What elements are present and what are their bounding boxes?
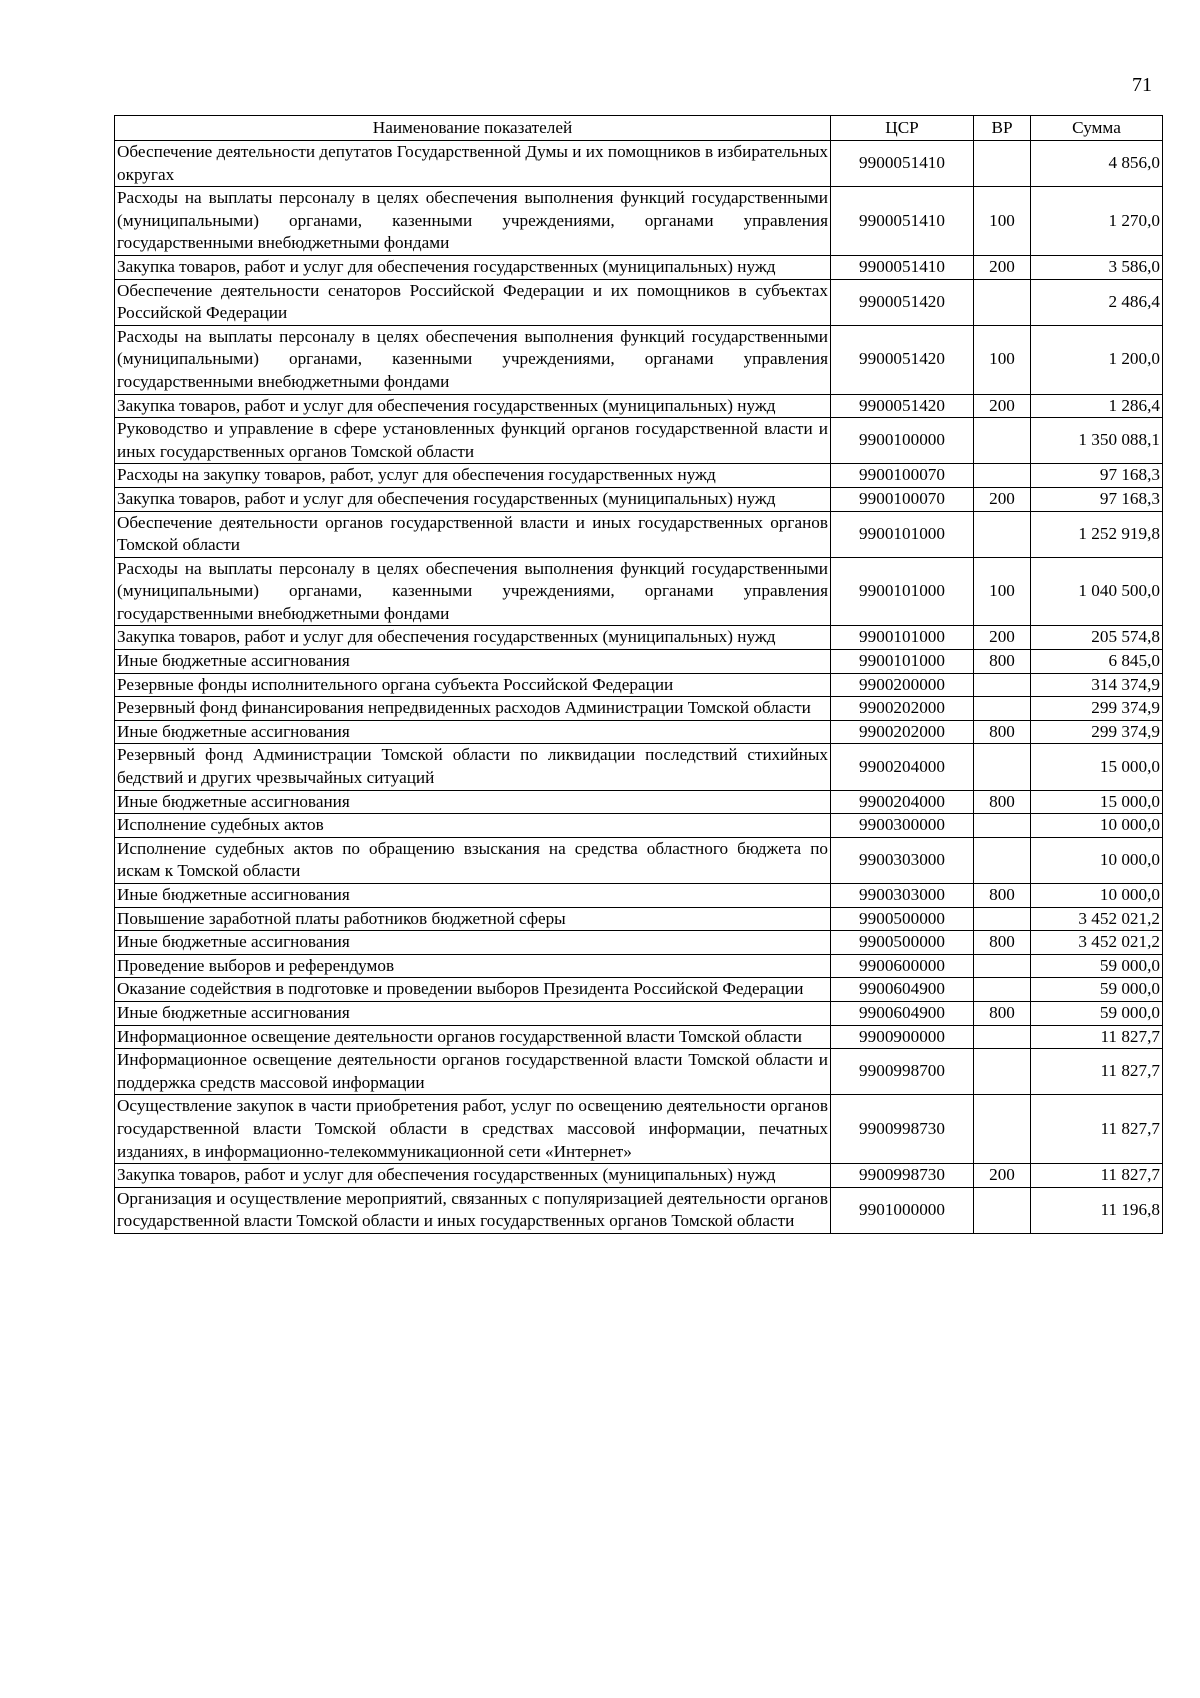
cell-sum: 299 374,9 <box>1031 697 1163 721</box>
table-row <box>115 1049 1163 1095</box>
cell-sum: 10 000,0 <box>1031 884 1163 908</box>
cell-name: Расходы на выплаты персоналу в целях обеспечения выполнения функций государственными (муниципальными) органами, казенными учреждениями, органами управления государственными внебюджетными фондами <box>115 325 831 394</box>
cell-csr: 9900998730 <box>831 1164 974 1188</box>
table-row <box>115 814 1163 838</box>
cell-csr: 9901000000 <box>831 1187 974 1233</box>
cell-name: Обеспечение деятельности сенаторов Российской Федерации и их помощников в субъектах Российской Федерации <box>115 279 831 325</box>
table-row <box>115 697 1163 721</box>
cell-csr: 9900051420 <box>831 394 974 418</box>
cell-sum: 10 000,0 <box>1031 814 1163 838</box>
cell-sum: 97 168,3 <box>1031 464 1163 488</box>
table-row <box>115 557 1163 626</box>
header-vr: ВР <box>974 116 1031 141</box>
cell-csr: 9900998700 <box>831 1049 974 1095</box>
cell-sum: 97 168,3 <box>1031 487 1163 511</box>
cell-name: Информационное освещение деятельности органов государственной власти Томской области <box>115 1025 831 1049</box>
cell-sum: 2 486,4 <box>1031 279 1163 325</box>
cell-vr: 800 <box>974 884 1031 908</box>
table-row <box>115 744 1163 790</box>
header-sum: Сумма <box>1031 116 1163 141</box>
cell-name: Информационное освещение деятельности органов государственной власти Томской области и поддержка средств массовой информации <box>115 1049 831 1095</box>
cell-name: Иные бюджетные ассигнования <box>115 650 831 674</box>
cell-vr <box>974 141 1031 187</box>
cell-csr: 9900051410 <box>831 141 974 187</box>
cell-name: Иные бюджетные ассигнования <box>115 931 831 955</box>
cell-vr <box>974 1095 1031 1164</box>
cell-sum: 3 452 021,2 <box>1031 931 1163 955</box>
cell-name: Закупка товаров, работ и услуг для обеспечения государственных (муниципальных) нужд <box>115 394 831 418</box>
table-row <box>115 1187 1163 1233</box>
cell-sum: 11 827,7 <box>1031 1025 1163 1049</box>
cell-vr: 800 <box>974 650 1031 674</box>
cell-vr <box>974 697 1031 721</box>
table-row <box>115 1095 1163 1164</box>
cell-sum: 11 196,8 <box>1031 1187 1163 1233</box>
cell-vr <box>974 978 1031 1002</box>
table-row <box>115 487 1163 511</box>
header-name: Наименование показателей <box>115 116 831 141</box>
cell-name: Закупка товаров, работ и услуг для обеспечения государственных (муниципальных) нужд <box>115 626 831 650</box>
cell-vr: 200 <box>974 255 1031 279</box>
cell-csr: 9900500000 <box>831 931 974 955</box>
cell-sum: 4 856,0 <box>1031 141 1163 187</box>
cell-sum: 3 452 021,2 <box>1031 907 1163 931</box>
cell-name: Обеспечение деятельности органов государственной власти и иных государственных органов Томской области <box>115 511 831 557</box>
cell-vr: 200 <box>974 487 1031 511</box>
cell-vr: 200 <box>974 626 1031 650</box>
cell-vr <box>974 814 1031 838</box>
cell-csr: 9900100000 <box>831 418 974 464</box>
cell-name: Осуществление закупок в части приобретения работ, услуг по освещению деятельности органов государственной власти Томской области в средствах массовой информации, печатных изданиях, в информационно-телекоммуникационной сети «Интернет» <box>115 1095 831 1164</box>
cell-name: Резервный фонд финансирования непредвиденных расходов Администрации Томской области <box>115 697 831 721</box>
cell-name: Расходы на выплаты персоналу в целях обеспечения выполнения функций государственными (муниципальными) органами, казенными учреждениями, органами управления государственными внебюджетными фондами <box>115 557 831 626</box>
cell-vr <box>974 954 1031 978</box>
cell-csr: 9900600000 <box>831 954 974 978</box>
table-row <box>115 418 1163 464</box>
cell-csr: 9900303000 <box>831 837 974 883</box>
cell-csr: 9900101000 <box>831 626 974 650</box>
cell-sum: 3 586,0 <box>1031 255 1163 279</box>
table-row <box>115 673 1163 697</box>
header-row <box>115 116 1163 141</box>
table-row <box>115 1164 1163 1188</box>
cell-vr: 800 <box>974 720 1031 744</box>
cell-name: Резервный фонд Администрации Томской области по ликвидации последствий стихийных бедствий и других чрезвычайных ситуаций <box>115 744 831 790</box>
cell-vr <box>974 1025 1031 1049</box>
cell-csr: 9900204000 <box>831 744 974 790</box>
cell-name: Закупка товаров, работ и услуг для обеспечения государственных (муниципальных) нужд <box>115 255 831 279</box>
table-row <box>115 279 1163 325</box>
cell-vr: 800 <box>974 931 1031 955</box>
cell-csr: 9900200000 <box>831 673 974 697</box>
cell-csr: 9900051410 <box>831 255 974 279</box>
cell-name: Руководство и управление в сфере установленных функций органов государственной власти и иных государственных органов Томской области <box>115 418 831 464</box>
cell-name: Проведение выборов и референдумов <box>115 954 831 978</box>
table-header <box>115 116 1163 141</box>
cell-csr: 9900900000 <box>831 1025 974 1049</box>
table-row <box>115 931 1163 955</box>
cell-vr <box>974 673 1031 697</box>
table-row <box>115 464 1163 488</box>
cell-vr <box>974 744 1031 790</box>
cell-name: Резервные фонды исполнительного органа субъекта Российской Федерации <box>115 673 831 697</box>
cell-name: Расходы на выплаты персоналу в целях обеспечения выполнения функций государственными (муниципальными) органами, казенными учреждениями, органами управления государственными внебюджетными фондами <box>115 187 831 256</box>
table-row <box>115 884 1163 908</box>
cell-sum: 1 286,4 <box>1031 394 1163 418</box>
cell-vr <box>974 511 1031 557</box>
cell-sum: 1 252 919,8 <box>1031 511 1163 557</box>
cell-csr: 9900500000 <box>831 907 974 931</box>
cell-vr <box>974 1187 1031 1233</box>
cell-sum: 1 200,0 <box>1031 325 1163 394</box>
cell-csr: 9900303000 <box>831 884 974 908</box>
cell-csr: 9900204000 <box>831 790 974 814</box>
cell-csr: 9900101000 <box>831 650 974 674</box>
cell-vr: 200 <box>974 394 1031 418</box>
cell-name: Обеспечение деятельности депутатов Государственной Думы и их помощников в избирательных округах <box>115 141 831 187</box>
cell-csr: 9900101000 <box>831 511 974 557</box>
budget-table <box>114 115 1163 1234</box>
cell-vr <box>974 1049 1031 1095</box>
cell-vr <box>974 418 1031 464</box>
cell-csr: 9900101000 <box>831 557 974 626</box>
cell-name: Иные бюджетные ассигнования <box>115 884 831 908</box>
cell-sum: 11 827,7 <box>1031 1049 1163 1095</box>
cell-csr: 9900604900 <box>831 1001 974 1025</box>
cell-csr: 9900202000 <box>831 720 974 744</box>
cell-name: Повышение заработной платы работников бюджетной сферы <box>115 907 831 931</box>
table-row <box>115 978 1163 1002</box>
cell-sum: 1 040 500,0 <box>1031 557 1163 626</box>
cell-sum: 59 000,0 <box>1031 954 1163 978</box>
table-row <box>115 790 1163 814</box>
table-row <box>115 141 1163 187</box>
page-number: 71 <box>1132 74 1152 96</box>
cell-csr: 9900100070 <box>831 464 974 488</box>
cell-sum: 299 374,9 <box>1031 720 1163 744</box>
table-row <box>115 837 1163 883</box>
cell-name: Исполнение судебных актов по обращению взыскания на средства областного бюджета по искам к Томской области <box>115 837 831 883</box>
cell-name: Оказание содействия в подготовке и проведении выборов Президента Российской Федерации <box>115 978 831 1002</box>
table-row <box>115 255 1163 279</box>
cell-sum: 314 374,9 <box>1031 673 1163 697</box>
table-row <box>115 954 1163 978</box>
cell-sum: 59 000,0 <box>1031 978 1163 1002</box>
table-row <box>115 187 1163 256</box>
table-row <box>115 325 1163 394</box>
header-csr: ЦСР <box>831 116 974 141</box>
cell-name: Иные бюджетные ассигнования <box>115 790 831 814</box>
table-row <box>115 650 1163 674</box>
cell-sum: 6 845,0 <box>1031 650 1163 674</box>
cell-sum: 15 000,0 <box>1031 790 1163 814</box>
cell-csr: 9900051420 <box>831 325 974 394</box>
cell-vr: 800 <box>974 790 1031 814</box>
table-body <box>115 141 1163 1234</box>
cell-sum: 59 000,0 <box>1031 1001 1163 1025</box>
cell-vr <box>974 907 1031 931</box>
cell-sum: 205 574,8 <box>1031 626 1163 650</box>
cell-sum: 1 350 088,1 <box>1031 418 1163 464</box>
cell-vr: 100 <box>974 187 1031 256</box>
cell-vr <box>974 464 1031 488</box>
table-row <box>115 511 1163 557</box>
cell-sum: 15 000,0 <box>1031 744 1163 790</box>
table-row <box>115 394 1163 418</box>
cell-vr <box>974 279 1031 325</box>
table-row <box>115 1001 1163 1025</box>
cell-name: Закупка товаров, работ и услуг для обеспечения государственных (муниципальных) нужд <box>115 487 831 511</box>
cell-vr: 100 <box>974 557 1031 626</box>
cell-csr: 9900300000 <box>831 814 974 838</box>
cell-csr: 9900604900 <box>831 978 974 1002</box>
cell-name: Иные бюджетные ассигнования <box>115 1001 831 1025</box>
cell-sum: 10 000,0 <box>1031 837 1163 883</box>
cell-name: Исполнение судебных актов <box>115 814 831 838</box>
cell-csr: 9900998730 <box>831 1095 974 1164</box>
cell-name: Организация и осуществление мероприятий, связанных с популяризацией деятельности органов государственной власти Томской области и иных государственных органов Томской области <box>115 1187 831 1233</box>
cell-csr: 9900202000 <box>831 697 974 721</box>
cell-vr <box>974 837 1031 883</box>
cell-sum: 11 827,7 <box>1031 1095 1163 1164</box>
cell-sum: 11 827,7 <box>1031 1164 1163 1188</box>
cell-vr: 200 <box>974 1164 1031 1188</box>
table-row <box>115 626 1163 650</box>
cell-name: Иные бюджетные ассигнования <box>115 720 831 744</box>
table-row <box>115 907 1163 931</box>
cell-vr: 100 <box>974 325 1031 394</box>
cell-name: Расходы на закупку товаров, работ, услуг для обеспечения государственных нужд <box>115 464 831 488</box>
cell-sum: 1 270,0 <box>1031 187 1163 256</box>
cell-name: Закупка товаров, работ и услуг для обеспечения государственных (муниципальных) нужд <box>115 1164 831 1188</box>
table-row <box>115 1025 1163 1049</box>
table-row <box>115 720 1163 744</box>
cell-vr: 800 <box>974 1001 1031 1025</box>
cell-csr: 9900100070 <box>831 487 974 511</box>
cell-csr: 9900051410 <box>831 187 974 256</box>
cell-csr: 9900051420 <box>831 279 974 325</box>
